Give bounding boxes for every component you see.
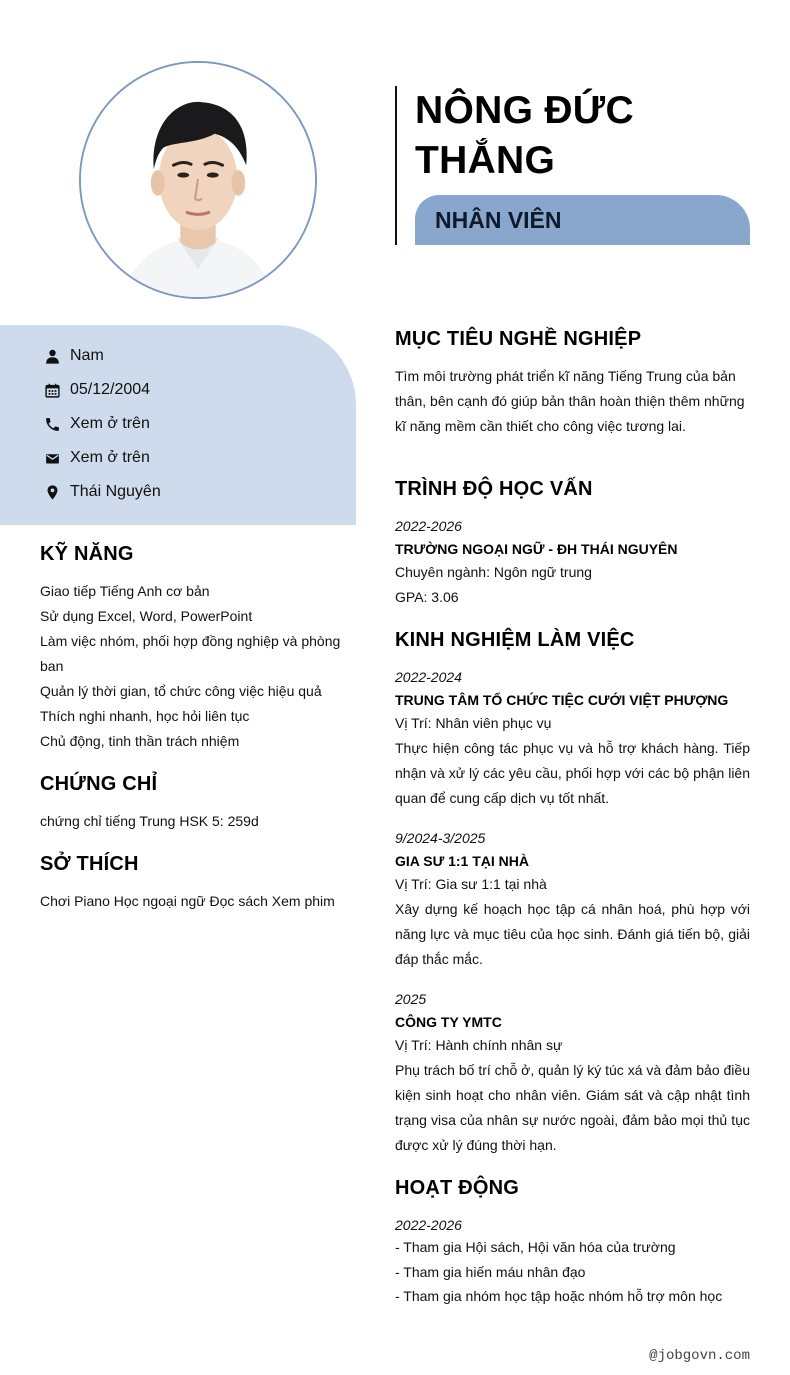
contact-gender: [44, 346, 104, 366]
skill-item: Thích nghi nhanh, học hỏi liên tục: [40, 708, 250, 724]
activity-item: - Tham gia Hội sách, Hội văn hóa của trường: [395, 1239, 676, 1255]
location-pin-icon: [44, 484, 61, 501]
portrait-photo-icon: [81, 63, 315, 297]
skill-item: Sử dụng Excel, Word, PowerPoint: [40, 608, 253, 624]
job-period: 9/2024-3/2025: [395, 830, 486, 846]
contact-birthday: [44, 380, 150, 400]
skill-item: Chủ động, tinh thần trách nhiệm: [40, 733, 240, 749]
job-company: TRUNG TÂM TỔ CHỨC TIỆC CƯỚI VIỆT PHƯỢNG: [395, 692, 729, 708]
profile-photo: [79, 61, 317, 299]
objective-heading: MỤC TIÊU NGHỀ NGHIỆP: [395, 328, 642, 350]
education-period: 2022-2026: [395, 518, 462, 534]
job-company: CÔNG TY YMTC: [395, 1014, 502, 1030]
activity-item: - Tham gia nhóm học tập hoặc nhóm hỗ trợ môn học: [395, 1288, 723, 1304]
job-position: Vị Trí: Hành chính nhân sự: [395, 1037, 563, 1053]
education-school: TRƯỜNG NGOẠI NGỮ - ĐH THÁI NGUYÊN: [395, 541, 678, 557]
education-details: [395, 560, 750, 610]
education-gpa: GPA: 3.06: [395, 589, 459, 605]
gender-value: Nam: [70, 347, 104, 364]
hobbies-heading: SỞ THÍCH: [40, 853, 139, 875]
job-description: Xây dựng kế hoạch học tập cá nhân hoá, phù hợp với năng lực và mục tiêu của học sinh. Đánh giá tiến bộ, giải đáp thắc mắc.: [395, 901, 750, 967]
candidate-name: NÔNG ĐỨC THẮNG: [415, 89, 634, 182]
contact-email: [44, 448, 150, 468]
contact-location: [44, 482, 161, 502]
job-position: Vị Trí: Gia sư 1:1 tại nhà: [395, 876, 547, 892]
activities-heading: HOẠT ĐỘNG: [395, 1177, 520, 1199]
skill-item: Giao tiếp Tiếng Anh cơ bản: [40, 583, 210, 599]
contact-phone: [44, 414, 150, 434]
phone-value: Xem ở trên: [70, 415, 150, 432]
calendar-icon: [44, 382, 61, 399]
hobbies-text: Chơi Piano Học ngoại ngữ Đọc sách Xem phim: [40, 893, 335, 909]
role-badge: NHÂN VIÊN: [415, 195, 750, 245]
job-company: GIA SƯ 1:1 TẠI NHÀ: [395, 853, 529, 869]
birthday-value: 05/12/2004: [70, 381, 151, 398]
objective-text: Tìm môi trường phát triển kĩ năng Tiếng Trung của bản thân, bên cạnh đó giúp bản thân hoàn thiện thêm những kĩ năng mềm cần thiết cho công việc tương lai.: [395, 368, 745, 434]
education-major: Chuyên ngành: Ngôn ngữ trung: [395, 564, 592, 580]
activity-item: - Tham gia hiến máu nhân đạo: [395, 1263, 586, 1280]
person-icon: [44, 348, 61, 365]
job-description: Thực hiện công tác phục vụ và hỗ trợ khách hàng. Tiếp nhận và xử lý các yêu cầu, phối hợp với các bộ phận liên quan để cung cấp dịch vụ tốt nhất.: [395, 740, 750, 806]
skill-item: Quản lý thời gian, tổ chức công việc hiệu quả: [40, 683, 322, 699]
experience-heading: KINH NGHIỆM LÀM VIỆC: [395, 629, 635, 651]
mail-icon: [44, 450, 61, 467]
skills-list: [40, 579, 345, 754]
job-period: 2025: [395, 991, 427, 1007]
job-description: Phụ trách bố trí chỗ ở, quản lý ký túc xá và đảm bảo điều kiện sinh hoạt cho nhân viên. Giám sát và cập nhật tình trạng visa của nhân sự nước ngoài, đảm bảo mọi thủ tục được xử lý đúng thời hạn.: [395, 1062, 750, 1153]
watermark: @jobgovn.com: [649, 1348, 750, 1364]
certificate-text: chứng chỉ tiếng Trung HSK 5: 259d: [40, 813, 259, 829]
location-value: Thái Nguyên: [70, 483, 161, 500]
skill-item: Làm việc nhóm, phối hợp đồng nghiệp và phòng ban: [40, 633, 341, 674]
job-position: Vị Trí: Nhân viên phục vụ: [395, 715, 552, 731]
activities-period: 2022-2026: [395, 1217, 462, 1233]
skills-heading: KỸ NĂNG: [40, 543, 134, 565]
phone-icon: [44, 416, 61, 433]
education-heading: TRÌNH ĐỘ HỌC VẤN: [395, 478, 593, 500]
certificates-heading: CHỨNG CHỈ: [40, 773, 158, 795]
activities-list: [395, 1235, 750, 1309]
email-value: Xem ở trên: [70, 449, 150, 466]
job-period: 2022-2024: [395, 669, 462, 685]
name-divider: [395, 86, 397, 245]
